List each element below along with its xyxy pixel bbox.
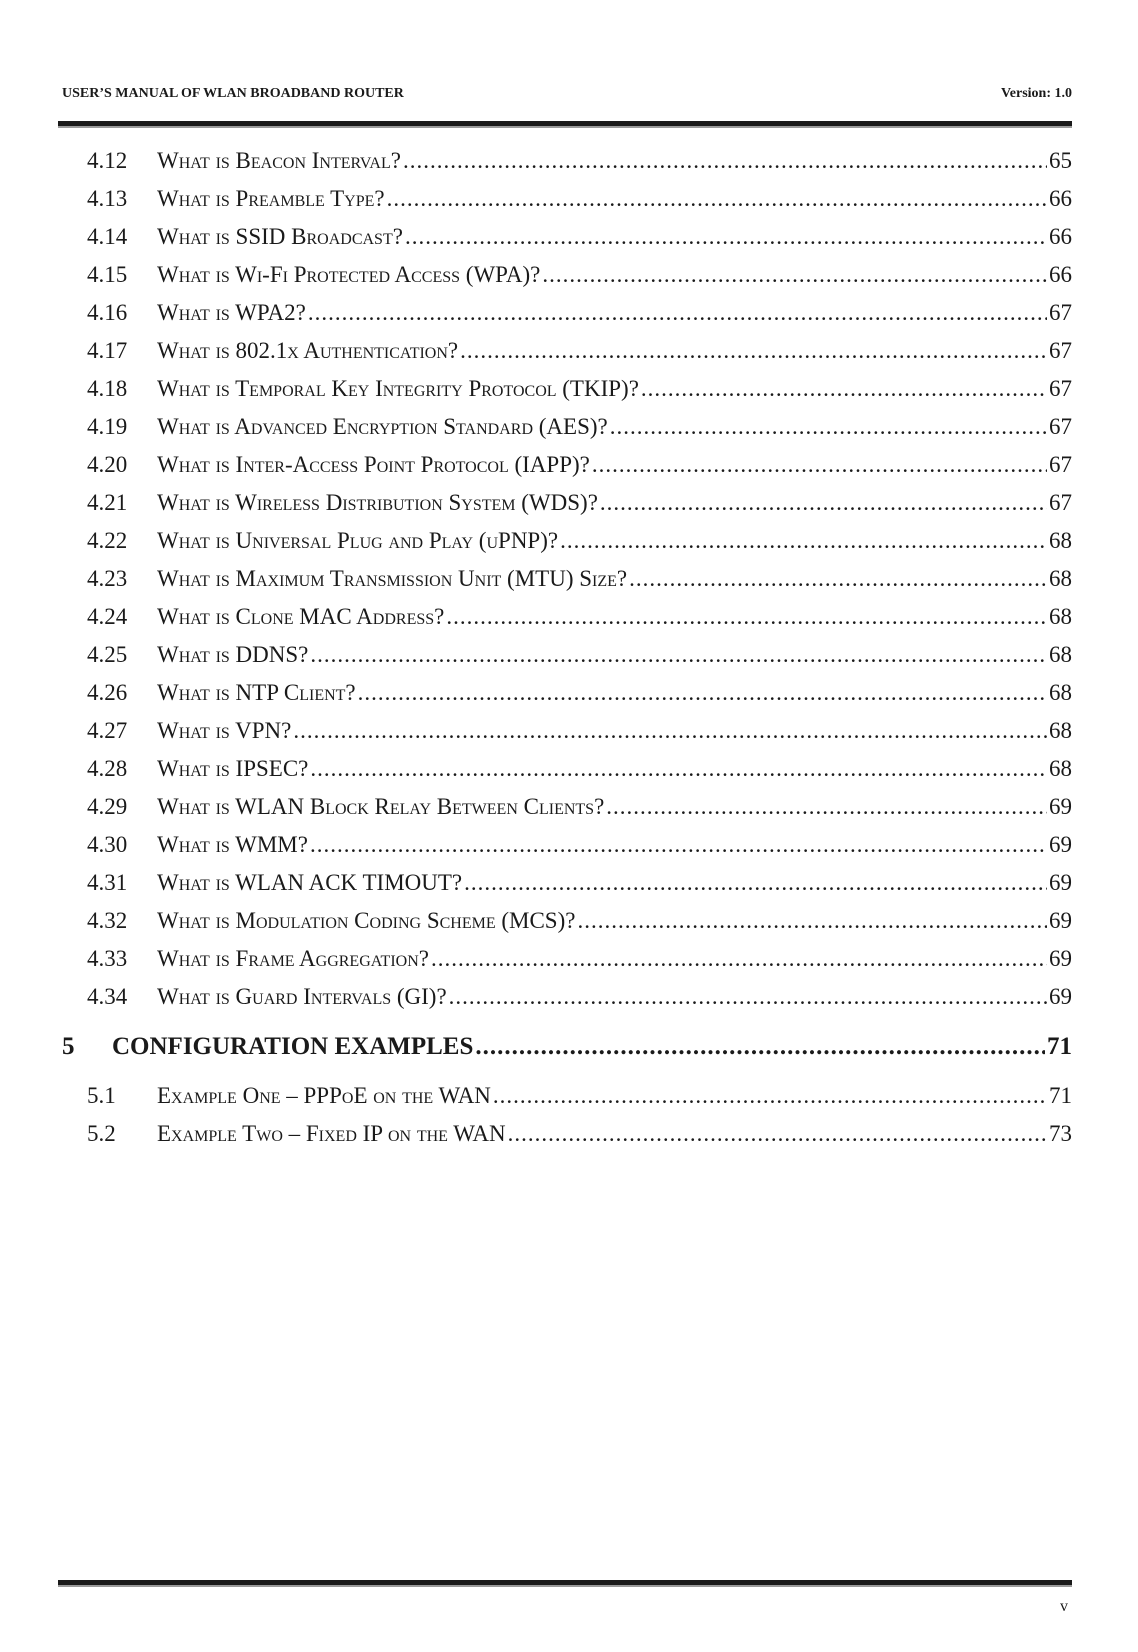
toc-entry-number: 4.16 [87,300,128,325]
toc-entry-page: 69 [1049,908,1072,933]
toc-entry-page: 68 [1049,528,1072,553]
page-number: v [1060,1598,1068,1615]
footer-rule [58,1580,1072,1587]
toc-entry-number: 4.13 [87,186,128,211]
toc-entry-page: 73 [1049,1121,1072,1146]
leader-dots [308,294,1047,332]
toc-entry-title: Example Two – Fixed IP on the WAN [157,1121,506,1146]
header-rule [58,121,1072,128]
leader-dots [464,864,1047,902]
leader-dots [405,218,1047,256]
toc-entry-title: What is IPSEC? [157,756,309,781]
toc-entry[interactable] [62,484,1072,522]
toc-entry-number: 4.17 [87,338,128,363]
toc-entry[interactable] [62,332,1072,370]
toc-chapter-page: 71 [1047,1033,1072,1060]
toc-entry-title: What is VPN? [157,718,292,743]
toc-entry[interactable] [62,598,1072,636]
leader-dots [475,1019,1045,1075]
toc-entry[interactable] [62,674,1072,712]
toc-entry-number: 4.12 [87,148,128,173]
toc-entry-number: 4.33 [87,946,128,971]
toc-entry-number: 4.18 [87,376,128,401]
toc-entry-number: 4.20 [87,452,128,477]
table-of-contents [62,142,1072,1153]
toc-entry-number: 5.2 [87,1121,116,1146]
toc-entry-number: 4.22 [87,528,128,553]
toc-entry-number: 4.23 [87,566,128,591]
leader-dots [310,636,1047,674]
toc-entry-title: What is SSID Broadcast? [157,224,403,249]
toc-entry[interactable] [62,1115,1072,1153]
toc-entry[interactable] [62,1077,1072,1115]
leader-dots [358,674,1047,712]
toc-entry-title: What is WPA2? [157,300,306,325]
toc-entry-title: What is Beacon Interval? [157,148,401,173]
leader-dots [629,560,1047,598]
leader-dots [577,902,1047,940]
toc-entry[interactable] [62,522,1072,560]
toc-entry-page: 67 [1049,300,1072,325]
toc-entry-page: 68 [1049,680,1072,705]
version-label: Version: 1.0 [1000,86,1072,101]
leader-dots [542,256,1047,294]
toc-entry[interactable] [62,256,1072,294]
toc-entry-page: 68 [1049,756,1072,781]
toc-entry-page: 67 [1049,338,1072,363]
toc-entry-page: 67 [1049,414,1072,439]
leader-dots [606,788,1047,826]
leader-dots [610,408,1047,446]
toc-entry-title: What is NTP Client? [157,680,356,705]
leader-dots [592,446,1047,484]
toc-entry[interactable] [62,940,1072,978]
toc-entry-number: 4.32 [87,908,128,933]
toc-entry-page: 68 [1049,642,1072,667]
leader-dots [508,1115,1047,1153]
leader-dots [431,940,1047,978]
toc-entry-title: What is Guard Intervals (GI)? [157,984,447,1009]
toc-entry-page: 68 [1049,604,1072,629]
toc-entry-page: 69 [1049,946,1072,971]
toc-entry-page: 67 [1049,452,1072,477]
toc-entry-title: What is Advanced Encryption Standard (AES)? [157,414,608,439]
toc-entry-title: What is 802.1x Authentication? [157,338,459,363]
toc-entry-page: 68 [1049,718,1072,743]
leader-dots [460,332,1047,370]
toc-entry-title: What is Preamble Type? [157,186,385,211]
toc-entry[interactable] [62,370,1072,408]
leader-dots [310,826,1047,864]
toc-entry[interactable] [62,142,1072,180]
toc-entry-title: What is Universal Plug and Play (uPNP)? [157,528,559,553]
toc-entry-number: 4.26 [87,680,128,705]
toc-entry-page: 69 [1049,984,1072,1009]
toc-chapter-number: 5 [62,1033,75,1060]
toc-entry-page: 66 [1049,224,1072,249]
toc-entry[interactable] [62,978,1072,1016]
toc-entry-number: 4.27 [87,718,128,743]
toc-entry-title: What is Clone MAC Address? [157,604,445,629]
toc-entry-page: 68 [1049,566,1072,591]
toc-entry[interactable] [62,180,1072,218]
toc-entry-title: What is Temporal Key Integrity Protocol (TKIP)? [157,376,639,401]
toc-entry-number: 5.1 [87,1083,116,1108]
toc-entry-title: What is Maximum Transmission Unit (MTU) Size? [157,566,628,591]
toc-entry-title: What is DDNS? [157,642,309,667]
toc-entry-page: 66 [1049,186,1072,211]
leader-dots [403,142,1047,180]
leader-dots [449,978,1047,1016]
leader-dots [293,712,1047,750]
toc-entry[interactable] [62,826,1072,864]
toc-entry-page: 67 [1049,376,1072,401]
leader-dots [641,370,1047,408]
toc-entry-title: What is WMM? [157,832,308,857]
toc-entry[interactable] [62,902,1072,940]
toc-entry-title: What is Modulation Coding Scheme (MCS)? [157,908,576,933]
leader-dots [387,180,1047,218]
toc-entry-title: What is Wireless Distribution System (WDS)? [157,490,598,515]
toc-entry[interactable] [62,294,1072,332]
toc-entry-number: 4.15 [87,262,128,287]
toc-entry[interactable] [62,446,1072,484]
toc-entry[interactable] [62,408,1072,446]
toc-entry-title: What is WLAN ACK TIMOUT? [157,870,463,895]
leader-dots [310,750,1047,788]
toc-entry[interactable] [62,218,1072,256]
leader-dots [446,598,1047,636]
toc-entry-page: 65 [1049,148,1072,173]
toc-entry-number: 4.14 [87,224,128,249]
leader-dots [600,484,1047,522]
toc-entry[interactable] [62,750,1072,788]
toc-entry-title: What is WLAN Block Relay Between Clients? [157,794,605,819]
manual-title: USER’S MANUAL OF WLAN BROADBAND ROUTER [62,86,404,101]
toc-entry-page: 69 [1049,870,1072,895]
toc-entry-number: 4.34 [87,984,128,1009]
toc-entry-title: What is Wi-Fi Protected Access (WPA)? [157,262,541,287]
toc-entry-number: 4.21 [87,490,128,515]
toc-entry-page: 66 [1049,262,1072,287]
toc-entry[interactable] [62,636,1072,674]
toc-entry-title: Example One – PPPoE on the WAN [157,1083,491,1108]
toc-chapter-title: CONFIGURATION EXAMPLES [112,1033,474,1060]
toc-entry[interactable] [62,864,1072,902]
toc-entry-page: 69 [1049,832,1072,857]
toc-entry-number: 4.25 [87,642,128,667]
toc-entry[interactable] [62,560,1072,598]
toc-entry[interactable] [62,712,1072,750]
toc-entry-page: 71 [1049,1083,1072,1108]
toc-entry-number: 4.31 [87,870,128,895]
toc-entry-number: 4.29 [87,794,128,819]
toc-entry-number: 4.24 [87,604,128,629]
toc-entry-number: 4.30 [87,832,128,857]
leader-dots [493,1077,1047,1115]
toc-entry-page: 69 [1049,794,1072,819]
toc-entry[interactable] [62,788,1072,826]
leader-dots [560,522,1047,560]
toc-entry-title: What is Frame Aggregation? [157,946,429,971]
toc-entry-title: What is Inter-Access Point Protocol (IAPP)? [157,452,590,477]
toc-entry-page: 67 [1049,490,1072,515]
toc-entry-number: 4.19 [87,414,128,439]
toc-chapter-5[interactable] [62,1019,1072,1075]
toc-entry-number: 4.28 [87,756,128,781]
